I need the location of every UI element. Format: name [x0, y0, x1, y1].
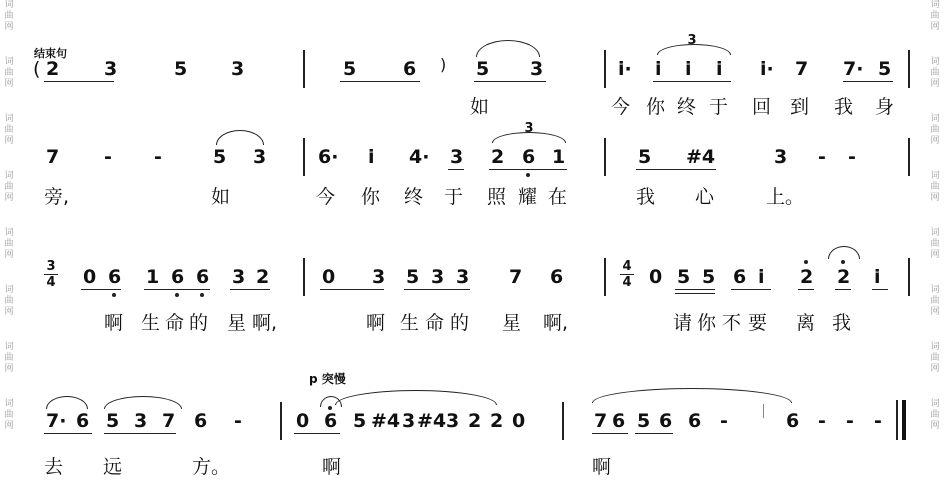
watermark-char: 词 — [4, 342, 14, 352]
watermark-char: 网 — [4, 136, 14, 146]
note: 6 — [612, 410, 626, 432]
note: 3 — [431, 266, 445, 288]
note: i — [874, 266, 881, 288]
lyric: 的 — [450, 312, 470, 334]
triplet-mark: 3 — [524, 121, 534, 136]
barline — [604, 258, 606, 296]
lyric: 到 — [790, 96, 810, 118]
note: 0 — [512, 410, 526, 432]
phrase-mark — [763, 404, 764, 418]
note: 7 — [46, 146, 60, 168]
note: 5 — [174, 58, 188, 80]
lyric: 如 — [211, 186, 231, 208]
watermark-char: 网 — [4, 364, 14, 374]
note: 6 — [786, 410, 800, 432]
watermark-char: 曲 — [4, 353, 14, 363]
watermark-char: 词 — [930, 171, 940, 181]
note: 5 — [878, 58, 892, 80]
lyric: 终 — [677, 96, 697, 118]
watermark-char: 曲 — [930, 11, 940, 21]
close-paren: ) — [440, 55, 447, 74]
note: 5 — [476, 58, 490, 80]
lyric: 于 — [709, 96, 729, 118]
ending-phrase-label: 结束句 — [34, 47, 67, 60]
beam — [731, 289, 771, 290]
note: 2 — [837, 266, 851, 288]
slur — [46, 396, 88, 409]
lyric: 的 — [189, 312, 209, 334]
barline — [908, 138, 910, 176]
note: 6 — [171, 266, 185, 288]
beam — [489, 169, 567, 170]
watermark-char: 词 — [930, 285, 940, 295]
lyric: 远 — [103, 456, 123, 478]
note: 3 — [231, 58, 245, 80]
lyric: 你 — [361, 186, 381, 208]
watermark-char: 词 — [4, 228, 14, 238]
note: 6 — [522, 146, 536, 168]
note: 5 — [638, 146, 652, 168]
beam — [798, 289, 814, 290]
beam — [872, 289, 888, 290]
beam — [653, 81, 731, 82]
watermark-char: 词 — [930, 0, 940, 10]
beam — [104, 433, 176, 434]
ts-denominator: 4 — [622, 275, 632, 290]
note: 1 — [552, 146, 566, 168]
octave-dot — [526, 173, 530, 177]
note: 3 — [134, 410, 148, 432]
note: 6 — [550, 266, 564, 288]
ts-numerator: 3 — [46, 259, 56, 274]
watermark-column-left — [0, 0, 18, 502]
note: 5 — [677, 266, 691, 288]
note: 2 — [256, 266, 270, 288]
note: 6 — [688, 410, 702, 432]
watermark-char: 网 — [4, 250, 14, 260]
note: 3 — [372, 266, 386, 288]
note: 7· — [843, 58, 864, 80]
note: 6· — [318, 146, 339, 168]
lyric: 离 — [796, 312, 816, 334]
watermark-char: 曲 — [930, 68, 940, 78]
slur — [476, 40, 540, 57]
lyric: 方。 — [192, 456, 231, 478]
tie — [592, 388, 792, 403]
beam — [340, 81, 420, 82]
lyric: 你 — [697, 312, 717, 334]
watermark-char: 词 — [930, 57, 940, 67]
lyric: 照 — [487, 186, 507, 208]
lyric: 于 — [444, 186, 464, 208]
note: 3 — [402, 410, 416, 432]
watermark-char: 网 — [4, 79, 14, 89]
note: 6 — [194, 410, 208, 432]
lyric: 啊 — [366, 312, 386, 334]
beam — [843, 81, 893, 82]
note: 3 — [232, 266, 246, 288]
beam — [474, 81, 546, 82]
barline — [280, 402, 282, 440]
beam — [592, 433, 628, 434]
note: 3 — [253, 146, 267, 168]
barline — [604, 138, 606, 176]
note: 1 — [146, 266, 160, 288]
watermark-char: 网 — [930, 193, 940, 203]
lyric: 如 — [470, 96, 490, 118]
note: 0 — [83, 266, 97, 288]
barline — [908, 50, 910, 88]
beam — [144, 289, 210, 290]
octave-dot — [200, 293, 204, 297]
watermark-char: 曲 — [930, 353, 940, 363]
time-signature-3-4 — [44, 260, 58, 289]
final-barline — [902, 400, 906, 440]
note: 3 — [774, 146, 788, 168]
watermark-char: 网 — [930, 136, 940, 146]
lyric: 不 — [722, 312, 742, 334]
note: 5 — [353, 410, 367, 432]
watermark-char: 词 — [930, 228, 940, 238]
watermark-char: 曲 — [4, 11, 14, 21]
watermark-char: 词 — [930, 399, 940, 409]
watermark-char: 曲 — [4, 125, 14, 135]
dash: - — [874, 410, 882, 432]
lyric: 旁, — [44, 186, 70, 208]
note: 7 — [162, 410, 176, 432]
watermark-char: 网 — [930, 421, 940, 431]
beam — [636, 169, 716, 170]
note: i — [685, 58, 692, 80]
lyric: 生 — [400, 312, 420, 334]
beam — [835, 289, 851, 290]
beam — [44, 433, 92, 434]
watermark-char: 网 — [930, 307, 940, 317]
lyric: 我 — [834, 96, 854, 118]
lyric: 终 — [404, 186, 424, 208]
octave-dot — [841, 260, 845, 264]
fermata — [828, 246, 860, 259]
beam — [675, 289, 715, 290]
watermark-char: 曲 — [930, 125, 940, 135]
watermark-char: 曲 — [930, 410, 940, 420]
watermark-char: 曲 — [930, 296, 940, 306]
watermark-char: 词 — [4, 114, 14, 124]
note: 6 — [733, 266, 747, 288]
note: 7 — [795, 58, 809, 80]
note: 7· — [46, 410, 67, 432]
lyric: 回 — [752, 96, 772, 118]
time-signature-4-4 — [620, 260, 634, 289]
beam — [230, 289, 270, 290]
note: 5 — [343, 58, 357, 80]
ts-numerator: 4 — [622, 259, 632, 274]
slur — [335, 390, 497, 405]
dash: - — [818, 146, 826, 168]
beam — [320, 289, 384, 290]
dash: - — [104, 146, 112, 168]
watermark-column-right — [926, 0, 944, 502]
triplet-bracket — [657, 44, 731, 55]
watermark-char: 词 — [4, 285, 14, 295]
dash: - — [234, 410, 242, 432]
watermark-char: 网 — [930, 364, 940, 374]
dash: - — [818, 410, 826, 432]
barline — [303, 50, 305, 88]
octave-dot — [328, 406, 332, 410]
watermark-char: 曲 — [4, 296, 14, 306]
beam — [635, 433, 673, 434]
lyric: 星 — [227, 312, 247, 334]
watermark-char: 曲 — [4, 182, 14, 192]
note: 6 — [403, 58, 417, 80]
note: #4 — [686, 146, 716, 168]
note: 6 — [108, 266, 122, 288]
watermark-char: 网 — [4, 307, 14, 317]
lyric: 生 — [141, 312, 161, 334]
lyric: 请 — [673, 312, 693, 334]
watermark-char: 曲 — [4, 239, 14, 249]
barline — [908, 258, 910, 296]
lyric: 在 — [548, 186, 568, 208]
slur — [104, 396, 182, 409]
lyric: 去 — [44, 456, 64, 478]
note: 7 — [594, 410, 608, 432]
note: 2 — [491, 146, 505, 168]
barline — [303, 138, 305, 176]
note: 2 — [46, 58, 60, 80]
watermark-char: 网 — [930, 79, 940, 89]
note: 2 — [468, 410, 482, 432]
note: 5 — [637, 410, 651, 432]
barline — [604, 50, 606, 88]
lyric: 你 — [646, 96, 666, 118]
lyric: 我 — [636, 186, 656, 208]
note: 0 — [649, 266, 663, 288]
note: 3 — [104, 58, 118, 80]
watermark-char: 曲 — [4, 410, 14, 420]
watermark-char: 词 — [4, 0, 14, 10]
note: 5 — [702, 266, 716, 288]
note: i· — [760, 58, 774, 80]
lyric: 要 — [748, 312, 768, 334]
watermark-char: 词 — [930, 114, 940, 124]
note: 2 — [800, 266, 814, 288]
note: i· — [618, 58, 632, 80]
note: 6 — [659, 410, 673, 432]
note: i — [655, 58, 662, 80]
barline — [303, 258, 305, 296]
lyric: 我 — [832, 312, 852, 334]
watermark-char: 网 — [4, 421, 14, 431]
beam — [44, 81, 114, 82]
lyric: 啊 — [592, 456, 612, 478]
dash: - — [154, 146, 162, 168]
note: 7 — [509, 266, 523, 288]
note: #4 — [417, 410, 447, 432]
open-paren: ( — [33, 58, 41, 80]
lyric: 身 — [875, 96, 895, 118]
note: 3 — [530, 58, 544, 80]
octave-dot — [804, 260, 808, 264]
lyric: 今 — [611, 96, 631, 118]
note: 0 — [322, 266, 336, 288]
note: 3 — [456, 266, 470, 288]
watermark-char: 曲 — [930, 239, 940, 249]
lyric: 命 — [425, 312, 445, 334]
watermark-char: 曲 — [4, 68, 14, 78]
octave-dot — [175, 293, 179, 297]
note: i — [368, 146, 375, 168]
watermark-char: 曲 — [930, 182, 940, 192]
beam — [294, 433, 340, 434]
watermark-char: 词 — [930, 342, 940, 352]
watermark-char: 词 — [4, 399, 14, 409]
note: 5 — [213, 146, 227, 168]
barline — [562, 402, 564, 440]
lyric: 啊, — [252, 312, 278, 334]
beam-2 — [675, 293, 715, 294]
lyric: 星 — [502, 312, 522, 334]
octave-dot — [112, 293, 116, 297]
dash: - — [720, 410, 728, 432]
note: 5 — [106, 410, 120, 432]
lyric: 啊 — [104, 312, 124, 334]
triplet-mark: 3 — [687, 33, 697, 48]
ts-denominator: 4 — [46, 275, 56, 290]
lyric: 心 — [695, 186, 715, 208]
triplet-bracket — [492, 132, 566, 143]
lyric: 今 — [316, 186, 336, 208]
note: 3 — [446, 410, 460, 432]
slur — [216, 130, 264, 145]
watermark-char: 网 — [930, 22, 940, 32]
lyric: 耀 — [518, 186, 538, 208]
note: 4· — [409, 146, 430, 168]
barline — [896, 400, 898, 440]
note: 6 — [196, 266, 210, 288]
watermark-char: 网 — [4, 22, 14, 32]
beam — [81, 289, 121, 290]
lyric: 啊, — [543, 312, 569, 334]
note: 0 — [296, 410, 310, 432]
note: i — [758, 266, 765, 288]
beam — [404, 289, 470, 290]
note: 3 — [450, 146, 464, 168]
note: 2 — [490, 410, 504, 432]
note: i — [716, 58, 723, 80]
lyric: 啊 — [322, 456, 342, 478]
note: 5 — [406, 266, 420, 288]
lyric: 命 — [165, 312, 185, 334]
watermark-char: 网 — [4, 193, 14, 203]
watermark-char: 词 — [4, 171, 14, 181]
lyric: 上。 — [766, 186, 805, 208]
beam — [448, 169, 464, 170]
watermark-char: 词 — [4, 57, 14, 67]
note: 6 — [324, 410, 338, 432]
tempo-marking: p 突慢 — [309, 372, 346, 386]
note: #4 — [371, 410, 401, 432]
watermark-char: 网 — [930, 250, 940, 260]
dash: - — [848, 146, 856, 168]
dash: - — [846, 410, 854, 432]
note: 6 — [76, 410, 90, 432]
